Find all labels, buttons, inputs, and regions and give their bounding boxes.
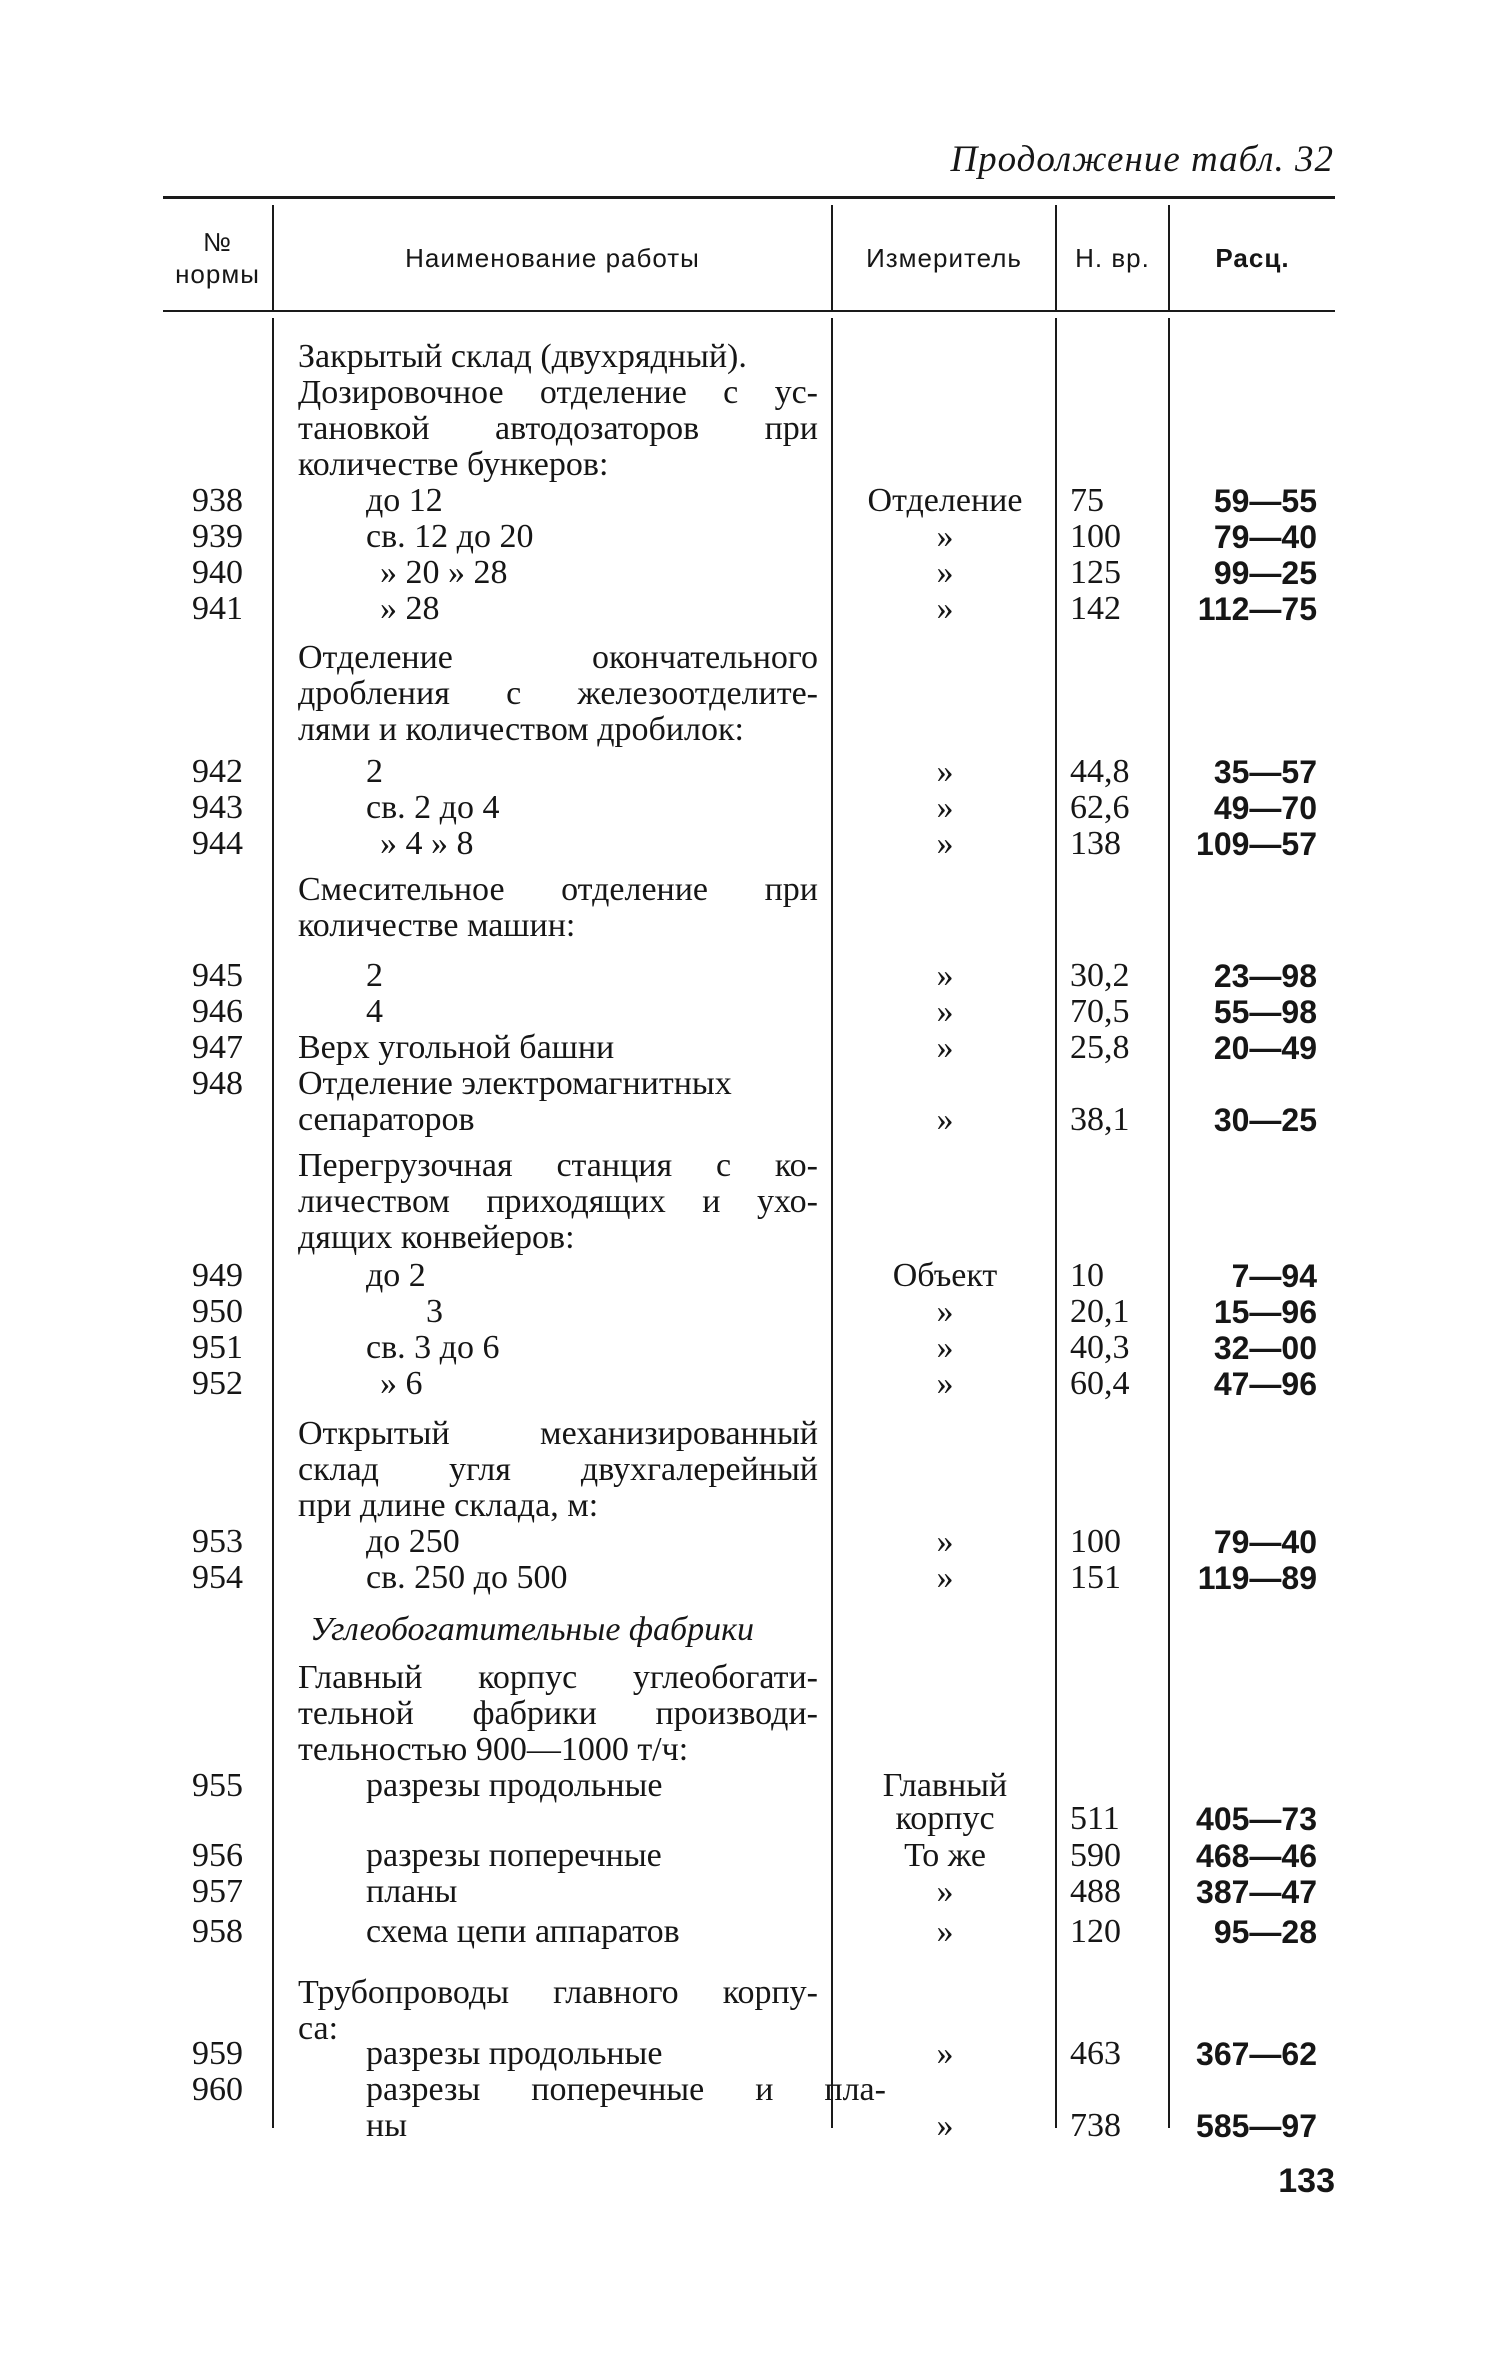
work-name: » 6 bbox=[380, 1365, 423, 1402]
work-name: разрезы поперечные и пла- bbox=[366, 2071, 886, 2108]
header-col-measure: Измеритель bbox=[866, 243, 1022, 273]
work-name: дящих конвейеров: bbox=[298, 1219, 575, 1256]
unit-of-measure: » bbox=[936, 789, 954, 826]
unit-of-measure: » bbox=[936, 1913, 954, 1950]
work-name: 3 bbox=[426, 1293, 443, 1330]
rate-value: 23—98 bbox=[1213, 958, 1317, 994]
table-row bbox=[0, 1258, 1500, 1294]
work-name: ны bbox=[366, 2107, 408, 2144]
rate-value: 119—89 bbox=[1197, 1560, 1317, 1596]
rate-value: 49—70 bbox=[1213, 790, 1317, 826]
unit-of-measure: корпус bbox=[895, 1800, 995, 1837]
work-name: Смесительное отделение при bbox=[298, 871, 818, 908]
rate-value: 79—40 bbox=[1213, 1524, 1317, 1560]
table-row bbox=[0, 1294, 1500, 1330]
table-row bbox=[0, 1768, 1500, 1804]
time-norm: 62,6 bbox=[1070, 789, 1130, 826]
norm-number: 945 bbox=[192, 957, 243, 994]
table-row bbox=[0, 872, 1500, 908]
norm-number: 956 bbox=[192, 1837, 243, 1874]
work-name: до 250 bbox=[366, 1523, 460, 1560]
table-row bbox=[0, 483, 1500, 519]
table-row bbox=[0, 994, 1500, 1030]
rate-value: 367—62 bbox=[1196, 2036, 1317, 2072]
time-norm: 100 bbox=[1070, 1523, 1121, 1560]
table-row bbox=[0, 1560, 1500, 1596]
rate-value: 55—98 bbox=[1213, 994, 1317, 1030]
table-row bbox=[0, 1874, 1500, 1910]
norm-number: 943 bbox=[192, 789, 243, 826]
time-norm: 100 bbox=[1070, 518, 1121, 555]
work-name: разрезы поперечные bbox=[366, 1837, 662, 1874]
table-row bbox=[0, 1416, 1500, 1452]
unit-of-measure: Главный bbox=[882, 1767, 1008, 1804]
unit-of-measure: » bbox=[936, 1101, 954, 1138]
table-row bbox=[0, 555, 1500, 591]
work-name: тельной фабрики производи- bbox=[298, 1695, 818, 1732]
unit-of-measure: » bbox=[936, 957, 954, 994]
work-name: Закрытый склад (двухрядный). bbox=[298, 338, 747, 375]
table-row bbox=[0, 1030, 1500, 1066]
table-row bbox=[0, 958, 1500, 994]
work-name: количестве бункеров: bbox=[298, 446, 609, 483]
table-row bbox=[0, 1366, 1500, 1402]
work-name: Открытый механизированный bbox=[298, 1415, 818, 1452]
unit-of-measure: То же bbox=[904, 1837, 986, 1874]
work-name: схема цепи аппаратов bbox=[366, 1913, 680, 1950]
header-col-number-line2: нормы bbox=[175, 259, 260, 289]
work-name: Дозировочное отделение с ус- bbox=[298, 374, 818, 411]
work-name: св. 250 до 500 bbox=[366, 1559, 568, 1596]
work-name: до 2 bbox=[366, 1257, 426, 1294]
work-name: » 20 » 28 bbox=[380, 554, 508, 591]
work-name: Главный корпус углеобогати- bbox=[298, 1659, 818, 1696]
time-norm: 60,4 bbox=[1070, 1365, 1130, 1402]
table-row bbox=[0, 1660, 1500, 1696]
work-name: Отделение электромагнитных bbox=[298, 1065, 732, 1102]
rate-value: 15—96 bbox=[1213, 1294, 1317, 1330]
work-name: тановкой автодозаторов при bbox=[298, 410, 818, 447]
unit-of-measure: » bbox=[936, 1873, 954, 1910]
table-row bbox=[0, 676, 1500, 712]
table-row bbox=[0, 1102, 1500, 1138]
time-norm: 488 bbox=[1070, 1873, 1121, 1910]
work-name: до 12 bbox=[366, 482, 443, 519]
table-row bbox=[0, 790, 1500, 826]
time-norm: 142 bbox=[1070, 590, 1121, 627]
time-norm: 40,3 bbox=[1070, 1329, 1130, 1366]
table-row bbox=[0, 1452, 1500, 1488]
time-norm: 30,2 bbox=[1070, 957, 1130, 994]
rate-value: 585—97 bbox=[1196, 2108, 1317, 2144]
table-row bbox=[0, 1732, 1500, 1768]
norm-number: 950 bbox=[192, 1293, 243, 1330]
rate-value: 99—25 bbox=[1213, 555, 1317, 591]
work-name: св. 12 до 20 bbox=[366, 518, 534, 555]
work-name: 4 bbox=[366, 993, 383, 1030]
table-row bbox=[0, 519, 1500, 555]
time-norm: 20,1 bbox=[1070, 1293, 1130, 1330]
time-norm: 590 bbox=[1070, 1837, 1121, 1874]
time-norm: 44,8 bbox=[1070, 753, 1130, 790]
table-row bbox=[0, 591, 1500, 627]
work-name: дробления с железоотделите- bbox=[298, 675, 818, 712]
header-col-time-norm: Н. вр. bbox=[1075, 243, 1150, 273]
table-row bbox=[0, 1612, 1500, 1648]
work-name: 2 bbox=[366, 957, 383, 994]
table-row bbox=[0, 1524, 1500, 1560]
work-name: разрезы продольные bbox=[366, 1767, 663, 1804]
table-row bbox=[0, 1220, 1500, 1256]
norm-number: 955 bbox=[192, 1767, 243, 1804]
unit-of-measure: » bbox=[936, 518, 954, 555]
work-name: лями и количеством дробилок: bbox=[298, 711, 744, 748]
norm-number: 960 bbox=[192, 2071, 243, 2108]
time-norm: 151 bbox=[1070, 1559, 1121, 1596]
rate-value: 405—73 bbox=[1196, 1801, 1317, 1837]
work-name: 2 bbox=[366, 753, 383, 790]
norm-number: 954 bbox=[192, 1559, 243, 1596]
time-norm: 463 bbox=[1070, 2035, 1121, 2072]
rate-value: 468—46 bbox=[1196, 1838, 1317, 1874]
rate-value: 59—55 bbox=[1213, 483, 1317, 519]
work-name: Трубопроводы главного корпу- bbox=[298, 1974, 818, 2011]
rate-value: 387—47 bbox=[1196, 1874, 1317, 1910]
table-continuation-caption: Продолжение табл. 32 bbox=[950, 139, 1334, 180]
norm-number: 942 bbox=[192, 753, 243, 790]
unit-of-measure: » bbox=[936, 825, 954, 862]
unit-of-measure: » bbox=[936, 1559, 954, 1596]
norm-number: 948 bbox=[192, 1065, 243, 1102]
time-norm: 125 bbox=[1070, 554, 1121, 591]
time-norm: 138 bbox=[1070, 825, 1121, 862]
rate-value: 109—57 bbox=[1196, 826, 1317, 862]
page-number: 133 bbox=[1278, 2162, 1335, 2200]
table-row bbox=[0, 1330, 1500, 1366]
unit-of-measure: » bbox=[936, 1523, 954, 1560]
norm-number: 953 bbox=[192, 1523, 243, 1560]
rate-value: 35—57 bbox=[1213, 754, 1317, 790]
unit-of-measure: » bbox=[936, 1329, 954, 1366]
work-name: св. 3 до 6 bbox=[366, 1329, 500, 1366]
work-name: планы bbox=[366, 1873, 458, 1910]
table-row bbox=[0, 640, 1500, 676]
header-col-name: Наименование работы bbox=[405, 243, 700, 273]
work-name: сепараторов bbox=[298, 1101, 475, 1138]
work-name: Углеобогатительные фабрики bbox=[310, 1611, 755, 1648]
work-name: разрезы продольные bbox=[366, 2035, 663, 2072]
rate-value: 20—49 bbox=[1213, 1030, 1317, 1066]
time-norm: 25,8 bbox=[1070, 1029, 1130, 1066]
table-row bbox=[0, 1696, 1500, 1732]
unit-of-measure: » bbox=[936, 2107, 954, 2144]
table-row bbox=[0, 712, 1500, 748]
time-norm: 120 bbox=[1070, 1913, 1121, 1950]
norm-number: 957 bbox=[192, 1873, 243, 1910]
unit-of-measure: » bbox=[936, 2035, 954, 2072]
norm-number: 952 bbox=[192, 1365, 243, 1402]
norm-number: 940 bbox=[192, 554, 243, 591]
rate-value: 95—28 bbox=[1213, 1914, 1317, 1950]
unit-of-measure: » bbox=[936, 554, 954, 591]
work-name: са: bbox=[298, 2010, 339, 2047]
work-name: Перегрузочная станция с ко- bbox=[298, 1147, 818, 1184]
unit-of-measure: » bbox=[936, 1365, 954, 1402]
table-row bbox=[0, 2072, 1500, 2108]
rate-value: 32—00 bbox=[1213, 1330, 1317, 1366]
work-name: склад угля двухгалерейный bbox=[298, 1451, 818, 1488]
unit-of-measure: Объект bbox=[892, 1257, 998, 1294]
norm-number: 944 bbox=[192, 825, 243, 862]
table-row bbox=[0, 1066, 1500, 1102]
unit-of-measure: » bbox=[936, 993, 954, 1030]
table-row bbox=[0, 2036, 1500, 2072]
table-row bbox=[0, 1914, 1500, 1950]
table-row bbox=[0, 1801, 1500, 1837]
table-row bbox=[0, 1488, 1500, 1524]
header-col-number bbox=[163, 218, 272, 298]
time-norm: 38,1 bbox=[1070, 1101, 1130, 1138]
work-name: тельностью 900—1000 т/ч: bbox=[298, 1731, 689, 1768]
table-row bbox=[0, 826, 1500, 862]
unit-of-measure: » bbox=[936, 753, 954, 790]
norm-number: 959 bbox=[192, 2035, 243, 2072]
rate-value: 47—96 bbox=[1213, 1366, 1317, 1402]
norm-number: 939 bbox=[192, 518, 243, 555]
header-col-number-line1: № bbox=[203, 227, 232, 257]
table-row bbox=[0, 1184, 1500, 1220]
time-norm: 75 bbox=[1070, 482, 1104, 519]
work-name: Верх угольной башни bbox=[298, 1029, 615, 1066]
work-name: св. 2 до 4 bbox=[366, 789, 500, 826]
norm-number: 941 bbox=[192, 590, 243, 627]
norm-number: 958 bbox=[192, 1913, 243, 1950]
table-row bbox=[0, 1975, 1500, 2011]
work-name: при длине склада, м: bbox=[298, 1487, 599, 1524]
work-name: количестве машин: bbox=[298, 907, 576, 944]
work-name: » 4 » 8 bbox=[380, 825, 474, 862]
unit-of-measure: Отделение bbox=[867, 482, 1023, 519]
table-top-rule bbox=[163, 196, 1335, 199]
norm-number: 947 bbox=[192, 1029, 243, 1066]
norm-number: 938 bbox=[192, 482, 243, 519]
unit-of-measure: » bbox=[936, 590, 954, 627]
header-col-rate: Расц. bbox=[1215, 243, 1290, 273]
unit-of-measure: » bbox=[936, 1029, 954, 1066]
rate-value: 79—40 bbox=[1213, 519, 1317, 555]
table-row bbox=[0, 908, 1500, 944]
time-norm: 10 bbox=[1070, 1257, 1104, 1294]
table-row bbox=[0, 1148, 1500, 1184]
rate-value: 112—75 bbox=[1197, 591, 1317, 627]
table-row bbox=[0, 754, 1500, 790]
header-bottom-rule bbox=[163, 310, 1335, 312]
table-row bbox=[0, 1838, 1500, 1874]
norm-number: 946 bbox=[192, 993, 243, 1030]
work-name: Отделение окончательного bbox=[298, 639, 818, 676]
time-norm: 738 bbox=[1070, 2107, 1121, 2144]
rate-value: 30—25 bbox=[1213, 1102, 1317, 1138]
time-norm: 511 bbox=[1070, 1800, 1120, 1837]
work-name: личеством приходящих и ухо- bbox=[298, 1183, 818, 1220]
table-row bbox=[0, 375, 1500, 411]
rate-value: 7—94 bbox=[1231, 1258, 1317, 1294]
table-row bbox=[0, 2108, 1500, 2144]
unit-of-measure: » bbox=[936, 1293, 954, 1330]
work-name: » 28 bbox=[380, 590, 440, 627]
table-row bbox=[0, 339, 1500, 375]
time-norm: 70,5 bbox=[1070, 993, 1130, 1030]
table-row bbox=[0, 411, 1500, 447]
norm-number: 951 bbox=[192, 1329, 243, 1366]
norm-number: 949 bbox=[192, 1257, 243, 1294]
table-row bbox=[0, 447, 1500, 483]
